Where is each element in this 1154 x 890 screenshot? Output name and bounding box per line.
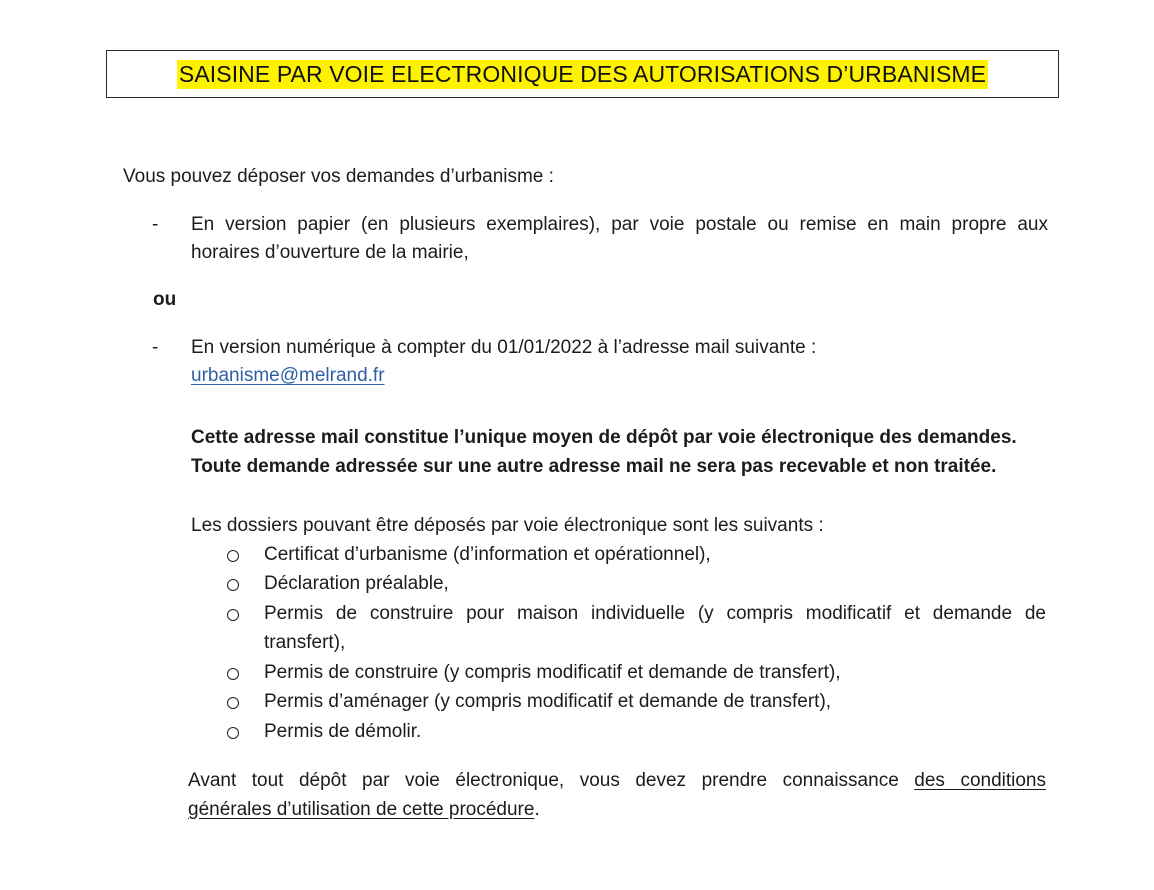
page-title: SAISINE PAR VOIE ELECTRONIQUE DES AUTORISATIONS D’URBANISME	[178, 61, 987, 87]
circle-bullet-icon	[227, 609, 239, 621]
document-item-permis-construire: Permis de construire (y compris modificatif et demande de transfert),	[264, 662, 841, 683]
or-label: ou	[153, 289, 177, 310]
document-item-permis-demolir: Permis de démolir.	[264, 721, 422, 742]
document-item-permis-maison-line2: transfert),	[264, 632, 346, 653]
document-item-certificat: Certificat d’urbanisme (d’information et opérationnel),	[264, 544, 711, 565]
document-item-permis-amenager: Permis d’aménager (y compris modificatif et demande de transfert),	[264, 691, 832, 712]
warning-line2: Toute demande adressée sur une autre adresse mail ne sera pas recevable et non traitée.	[191, 456, 997, 477]
conditions-link-part2[interactable]: générales d’utilisation de cette procédure	[188, 799, 535, 820]
list-dash: -	[152, 214, 159, 235]
document-item-permis-maison-line1: Permis de construire pour maison individuelle (y compris modificatif et demande de	[264, 603, 1046, 624]
documents-intro: Les dossiers pouvant être déposés par voie électronique sont les suivants :	[191, 515, 824, 536]
document-item-declaration: Déclaration préalable,	[264, 573, 449, 594]
circle-bullet-icon	[227, 727, 239, 739]
closing-line1	[188, 770, 1046, 792]
circle-bullet-icon	[227, 550, 239, 562]
paper-option-line1: En version papier (en plusieurs exemplaires), par voie postale ou remise en main propre aux	[191, 214, 1048, 235]
circle-bullet-icon	[227, 697, 239, 709]
closing-text: Avant tout dépôt par voie électronique, vous devez prendre connaissance	[188, 770, 899, 791]
list-dash: -	[152, 337, 159, 358]
digital-option-line1: En version numérique à compter du 01/01/2022 à l’adresse mail suivante :	[191, 337, 817, 358]
circle-bullet-icon	[227, 668, 239, 680]
warning-line1: Cette adresse mail constitue l’unique moyen de dépôt par voie électronique des demandes.	[191, 427, 1017, 448]
intro-text: Vous pouvez déposer vos demandes d’urbanisme :	[123, 166, 554, 187]
closing-line2	[188, 799, 540, 821]
closing-period: .	[534, 799, 540, 820]
email-link[interactable]: urbanisme@melrand.fr	[191, 365, 385, 386]
paper-option-line2: horaires d’ouverture de la mairie,	[191, 242, 469, 263]
conditions-link-part1[interactable]: des conditions	[914, 770, 1047, 791]
circle-bullet-icon	[227, 579, 239, 591]
title-box	[106, 50, 1059, 98]
